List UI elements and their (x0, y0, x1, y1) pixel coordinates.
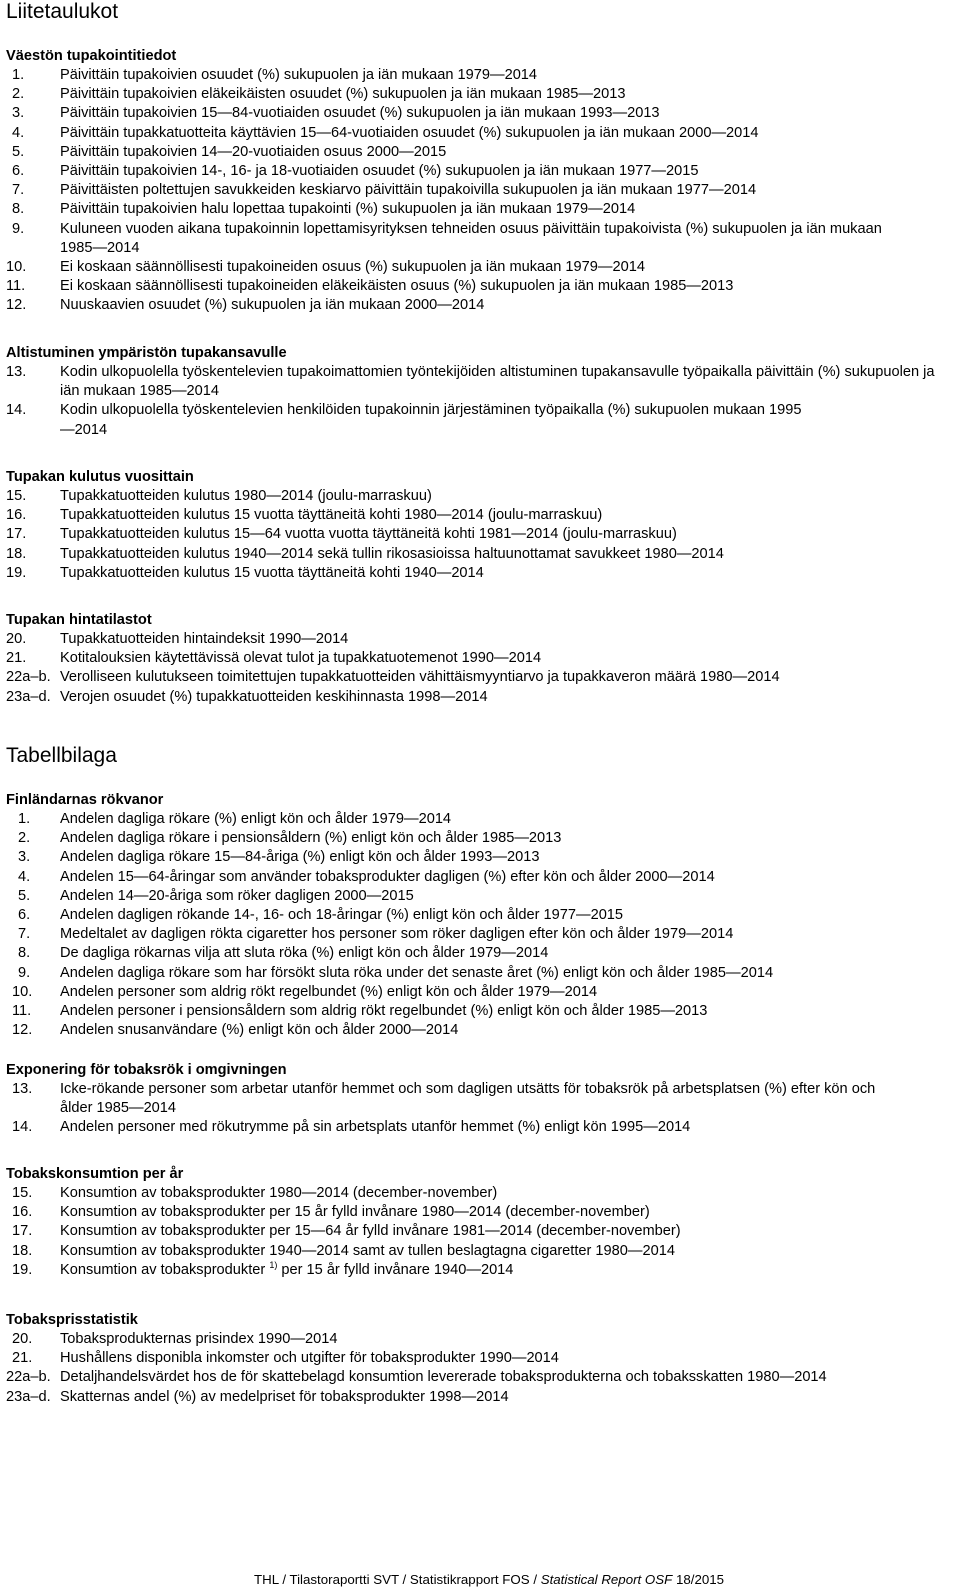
item-number: 18. (12, 1242, 33, 1259)
item-list (6, 363, 954, 440)
footnote-marker: 1) (269, 1259, 278, 1270)
item-number: 12. (6, 297, 27, 314)
item-text: Detaljhandelsvärdet hos de för skattebelagd konsumtion levererade tobaksprodukterna och tobaksskatten 1980—2014 (60, 1369, 827, 1386)
list-item (6, 983, 954, 1002)
item-text: Andelen personer i pensionsåldern som aldrig rökt regelbundet (%) enligt kön och ålder 1985—2013 (60, 1003, 708, 1020)
list-item (6, 1184, 954, 1203)
item-text: Päivittäin tupakoivien eläkeikäisten osuudet (%) sukupuolen ja iän mukaan 1985—2013 (60, 86, 626, 103)
list-item (6, 868, 954, 887)
fi-page-title: Liitetaulukot (6, 0, 119, 23)
section-heading: Tobaksprisstatistik (6, 1312, 138, 1328)
item-text-part: Konsumtion av tobaksprodukter (60, 1261, 266, 1278)
item-number: 10. (6, 259, 27, 276)
item-number: 12. (12, 1022, 33, 1039)
list-item (6, 1368, 954, 1387)
fi-section-consumption (6, 467, 954, 583)
item-number: 16. (6, 507, 27, 524)
item-number: 19. (12, 1261, 33, 1278)
item-text: Ei koskaan säännöllisesti tupakoineiden osuus (%) sukupuolen ja iän mukaan 1979—2014 (60, 259, 645, 276)
item-number: 9. (12, 220, 25, 237)
item-number: 6. (12, 163, 25, 180)
list-item (6, 964, 954, 983)
item-text: Icke-rökande personer som arbetar utanför hemmet och som dagligen utsätts för tobaksrök på arbetsplatsen (%) efter kön och ålder 1985—2014 (60, 1081, 876, 1117)
list-item (6, 668, 954, 687)
item-number: 17. (6, 526, 27, 543)
item-number: 14. (12, 1119, 33, 1136)
section-heading: Väestön tupakointitiedot (6, 48, 177, 64)
section-heading: Tobakskonsumtion per år (6, 1166, 184, 1182)
item-number: 17. (12, 1223, 33, 1240)
footer-tail: 18/2015 (672, 1572, 725, 1587)
list-item (6, 1242, 954, 1261)
item-text: De dagliga rökarnas vilja att sluta röka (%) enligt kön och ålder 1979—2014 (60, 945, 549, 962)
sv-section-smoking (6, 790, 954, 1040)
item-number: 7. (12, 182, 25, 199)
item-text-part: per 15 år fylld invånare 1940—2014 (277, 1261, 514, 1278)
item-number: 22a–b. (6, 669, 51, 686)
fi-section-smoking (6, 46, 954, 316)
item-text: Andelen 15—64-åringar som använder tobaksprodukter dagligen (%) efter kön och ålder 2000—2014 (60, 868, 715, 885)
item-number: 11. (6, 278, 26, 295)
item-text: Konsumtion av tobaksprodukter 1980—2014 (december-november) (60, 1185, 498, 1201)
list-item (6, 258, 954, 277)
item-text: Kodin ulkopuolella työskentelevien henkilöiden tupakoinnin järjestäminen työpaikalla (%) sukupuolen mukaan 1995—2014 (60, 402, 802, 438)
item-text: Andelen dagliga rökare 15—84-åriga (%) enligt kön och ålder 1993—2013 (60, 849, 540, 866)
item-list (6, 1080, 954, 1138)
item-number: 21. (12, 1350, 33, 1367)
item-text: Andelen dagliga rökare som har försökt sluta röka under det senaste året (%) enligt kön och ålder 1985—2014 (60, 964, 774, 981)
item-text: Päivittäin tupakoivien 14—20-vuotiaiden osuus 2000—2015 (60, 143, 447, 160)
list-item (6, 810, 954, 829)
sv-page-title: Tabellbilaga (6, 744, 117, 767)
item-number: 1. (18, 811, 31, 827)
item-text: Andelen dagliga rökare (%) enligt kön och ålder 1979—2014 (60, 811, 452, 827)
item-number: 13. (12, 1081, 33, 1097)
item-number: 4. (18, 868, 31, 885)
list-item (6, 1080, 954, 1118)
list-item (6, 401, 954, 439)
sv-section-prices (6, 1310, 954, 1407)
footer-text: THL / Tilastoraportti SVT / Statistikrapport FOS / (254, 1572, 541, 1587)
item-text: Kodin ulkopuolella työskentelevien tupakoimattomien työntekijöiden altistuminen tupakansavulle työpaikalla päivittäin (%) sukupuolen ja iän mukaan 1985—2014 (60, 364, 935, 400)
item-text: Verolliseen kulutukseen toimitettujen tupakkatuotteiden vähittäismyyntiarvo ja tupakkaveron määrä 1980—2014 (60, 669, 780, 686)
section-heading: Tupakan kulutus vuosittain (6, 469, 194, 485)
list-item (6, 277, 954, 296)
fi-section-prices (6, 610, 954, 707)
list-item (6, 143, 954, 162)
item-number: 5. (18, 887, 31, 904)
section-heading: Tupakan hintatilastot (6, 612, 152, 628)
list-item (6, 649, 954, 668)
item-text: Andelen personer med rökutrymme på sin arbetsplats utanför hemmet (%) enligt kön 1995—2014 (60, 1119, 691, 1136)
list-item (6, 1203, 954, 1222)
list-item (6, 630, 954, 649)
section-heading: Finländarnas rökvanor (6, 792, 164, 808)
item-text: Skatternas andel (%) av medelpriset för tobaksprodukter 1998—2014 (60, 1388, 509, 1405)
item-text: Andelen dagligen rökande 14-, 16- och 18-åringar (%) enligt kön och ålder 1977—2015 (60, 907, 624, 924)
item-number: 23a–d. (6, 1388, 51, 1405)
sv-section-consumption (6, 1164, 954, 1280)
list-item (6, 124, 954, 143)
item-number: 9. (18, 964, 31, 981)
item-text: Andelen dagliga rökare i pensionsåldern (%) enligt kön och ålder 1985—2013 (60, 830, 562, 847)
item-text: Päivittäin tupakkatuotteita käyttävien 15—64-vuotiaiden osuudet (%) sukupuolen ja iän mukaan 2000—2014 (60, 124, 759, 141)
list-item (6, 1330, 954, 1349)
list-item (6, 906, 954, 925)
list-item (6, 506, 954, 525)
item-number: 1. (12, 67, 25, 83)
item-number: 3. (18, 849, 31, 866)
item-list (6, 1330, 954, 1407)
item-text: Tupakkatuotteiden kulutus 15—64 vuotta vuotta täyttäneitä kohti 1981—2014 (joulu-marraskuu) (60, 526, 677, 543)
item-text: Päivittäin tupakoivien 14-, 16- ja 18-vuotiaiden osuudet (%) sukupuolen ja iän mukaan 1977—2015 (60, 163, 699, 180)
item-text: Andelen snusanvändare (%) enligt kön och ålder 2000—2014 (60, 1022, 459, 1039)
list-item (6, 1118, 954, 1137)
item-list (6, 630, 954, 707)
list-item (6, 1021, 954, 1040)
list-item (6, 525, 954, 544)
item-number: 23a–d. (6, 688, 51, 705)
item-text: Tupakkatuotteiden hintaindeksit 1990—2014 (60, 631, 349, 647)
sv-section-exposure (6, 1060, 954, 1138)
list-item (6, 887, 954, 906)
item-number: 2. (18, 830, 31, 847)
item-number: 16. (12, 1204, 33, 1221)
item-text: Tobaksprodukternas prisindex 1990—2014 (60, 1331, 338, 1347)
list-item (6, 487, 954, 506)
item-number: 20. (12, 1331, 33, 1347)
item-number: 20. (6, 631, 27, 647)
item-text: Hushållens disponibla inkomster och utgifter för tobaksprodukter 1990—2014 (60, 1350, 559, 1367)
item-number: 7. (18, 926, 31, 943)
item-text: Päivittäin tupakoivien 15—84-vuotiaiden osuudet (%) sukupuolen ja iän mukaan 1993—2013 (60, 105, 660, 122)
list-item (6, 1222, 954, 1241)
list-item (6, 200, 954, 219)
item-number: 10. (12, 983, 33, 1000)
item-text: Tupakkatuotteiden kulutus 15 vuotta täyttäneitä kohti 1940—2014 (60, 564, 484, 581)
item-number: 8. (12, 201, 25, 218)
item-text: Konsumtion av tobaksprodukter per 15 år fylld invånare 1980—2014 (december-november) (60, 1204, 650, 1221)
item-text: Ei koskaan säännöllisesti tupakoineiden eläkeikäisten osuus (%) sukupuolen ja iän mukaan 1985—2013 (60, 278, 734, 295)
item-number: 11. (12, 1003, 32, 1020)
item-number: 18. (6, 545, 27, 562)
footer-italic: Statistical Report OSF (540, 1572, 673, 1587)
list-item (6, 181, 954, 200)
item-text: Andelen 14—20-åriga som röker dagligen 2000—2015 (60, 887, 414, 904)
item-text: Päivittäisten poltettujen savukkeiden keskiarvo päivittäin tupakoivilla sukupuolen ja iän mukaan 1977—2014 (60, 182, 757, 199)
item-number: 14. (6, 402, 27, 419)
list-item (6, 296, 954, 315)
item-text: Medeltalet av dagligen rökta cigaretter hos personer som röker dagligen efter kön och ålder 1979—2014 (60, 926, 734, 943)
section-heading: Altistuminen ympäristön tupakansavulle (6, 345, 287, 361)
list-item (6, 220, 954, 258)
page-footer (254, 1572, 724, 1588)
item-list (6, 1184, 954, 1280)
item-list (6, 66, 954, 316)
list-item (6, 162, 954, 181)
list-item (6, 1261, 954, 1280)
item-number: 19. (6, 564, 27, 581)
list-item (6, 925, 954, 944)
list-item (6, 829, 954, 848)
item-text: Konsumtion av tobaksprodukter per 15—64 år fylld invånare 1981—2014 (december-november) (60, 1223, 681, 1240)
item-text: Andelen personer som aldrig rökt regelbundet (%) enligt kön och ålder 1979—2014 (60, 983, 598, 1000)
item-text: Päivittäin tupakoivien osuudet (%) sukupuolen ja iän mukaan 1979—2014 (60, 67, 538, 83)
item-list (6, 487, 954, 583)
item-text: Nuuskaavien osuudet (%) sukupuolen ja iän mukaan 2000—2014 (60, 297, 485, 314)
section-heading: Exponering för tobaksrök i omgivningen (6, 1062, 287, 1078)
list-item (6, 1388, 954, 1407)
item-number: 2. (12, 86, 25, 103)
item-text: Tupakkatuotteiden kulutus 1940—2014 sekä tullin rikosasioissa haltuunottamat savukkeet 1980—2014 (60, 545, 724, 562)
item-text: Kotitalouksien käytettävissä olevat tulot ja tupakkatuotemenot 1990—2014 (60, 650, 542, 667)
item-number: 22a–b. (6, 1369, 51, 1386)
list-item (6, 688, 954, 707)
list-item (6, 944, 954, 963)
item-text: Verojen osuudet (%) tupakkatuotteiden keskihinnasta 1998—2014 (60, 688, 488, 705)
list-item (6, 85, 954, 104)
item-text: Konsumtion av tobaksprodukter 1940—2014 samt av tullen beslagtagna cigaretter 1980—2014 (60, 1242, 675, 1259)
item-text: Tupakkatuotteiden kulutus 1980—2014 (joulu-marraskuu) (60, 488, 432, 504)
item-number: 3. (12, 105, 25, 122)
list-item (6, 564, 954, 583)
item-text: Tupakkatuotteiden kulutus 15 vuotta täyttäneitä kohti 1980—2014 (joulu-marraskuu) (60, 507, 603, 524)
list-item (6, 363, 954, 401)
item-number: 13. (6, 364, 27, 380)
list-item (6, 66, 954, 85)
list-item (6, 545, 954, 564)
item-number: 8. (18, 945, 31, 962)
item-number: 5. (12, 143, 25, 160)
item-number: 21. (6, 650, 27, 667)
item-number: 15. (12, 1185, 33, 1201)
item-number: 4. (12, 124, 25, 141)
item-text: Päivittäin tupakoivien halu lopettaa tupakointi (%) sukupuolen ja iän mukaan 1979—2014 (60, 201, 636, 218)
list-item (6, 1349, 954, 1368)
list-item (6, 104, 954, 123)
item-text (60, 1261, 954, 1280)
fi-section-exposure (6, 343, 954, 440)
item-list (6, 810, 954, 1040)
item-text: Kuluneen vuoden aikana tupakoinnin lopettamisyrityksen tehneiden osuus päivittäin tupakoivista (%) sukupuolen ja iän mukaan 1985—2014 (60, 220, 882, 256)
list-item (6, 848, 954, 867)
item-number: 15. (6, 488, 27, 504)
item-number: 6. (18, 907, 31, 924)
list-item (6, 1002, 954, 1021)
